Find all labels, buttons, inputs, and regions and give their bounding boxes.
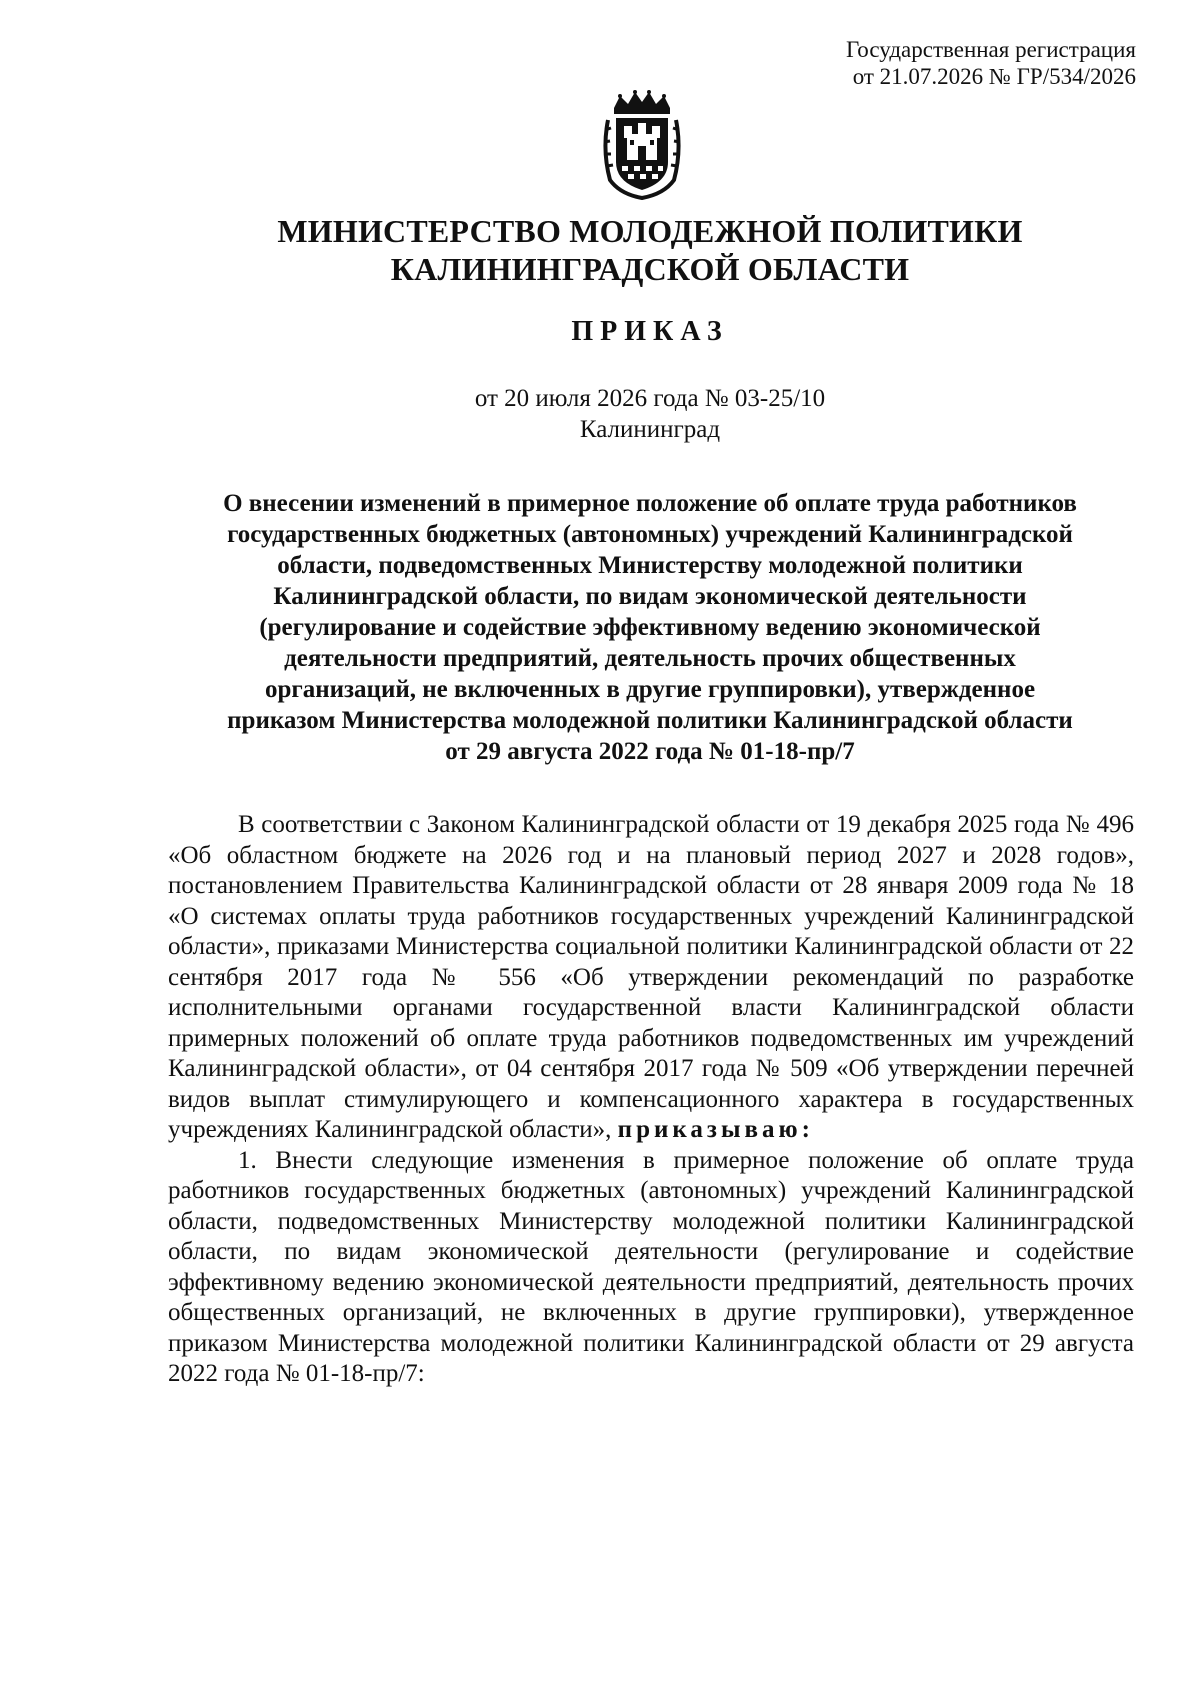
subject-line: от 29 августа 2022 года № 01-18-пр/7 (445, 738, 855, 765)
order-date-number: от 20 июля 2026 года № 03-25/10 (474, 385, 826, 412)
preamble-text: В соответствии с Законом Калининградской области от 19 декабря 2025 года № 496 «Об областном бюджете на 2026 год и на плановый период 2027 и 2028 годов», постановлением Правительства Калининградской области от 28 января 2009 года № 18 «О системах оплаты труда работников государственных учреждений Калининградской области», приказами Министерства социальной политики Калининградской области от 22 сентября 2017 года № 556 «Об утверждении рекомендаций по разработке исполнительными органами государственной власти Калининградской области примерных положений об оплате труда работников подведомственных им учреждений Калининградской области», от 04 сентября 2017 года № 509 «Об утверждении перечней видов выплат стимулирующего и компенсационного характера в государственных учреждениях Калининградской области», (168, 811, 1134, 1143)
order-city: Калининград (579, 416, 721, 443)
subject-line: организаций, не включенных в другие группировки), утвержденное (264, 676, 1036, 703)
subject-line: Калининградской области, по видам экономической деятельности (273, 583, 1027, 610)
subject-line: деятельности предприятий, деятельность прочих общественных (284, 645, 1016, 672)
document-type: ПРИКАЗ (571, 316, 729, 347)
subject-line: О внесении изменений в примерное положение об оплате труда работников (223, 490, 1077, 517)
item-1-paragraph: 1. Внести следующие изменения в примерное положение об оплате труда работников государственных бюджетных (автономных) учреждений Калининградской области, подведомственных Министерству молодежной политики Калининградской области, по видам экономической деятельности (регулирование и содействие эффективному ведению экономической деятельности предприятий, деятельность прочих общественных организаций, не включенных в другие группировки), утвержденное приказом Министерства молодежной политики Калининградской области от 29 августа 2022 года № 01-18-пр/7: (168, 1146, 1134, 1387)
subject-line: государственных бюджетных (автономных) учреждений Калининградской (227, 521, 1073, 548)
registration-stamp (716, 36, 1136, 90)
preamble-paragraph (168, 810, 1134, 1146)
subject-line: приказом Министерства молодежной политики Калининградской области (227, 707, 1073, 734)
ministry-name-line-1: МИНИСТЕРСТВО МОЛОДЕЖНОЙ ПОЛИТИКИ (277, 213, 1023, 249)
ministry-name-line-2: КАЛИНИНГРАДСКОЙ ОБЛАСТИ (390, 251, 910, 287)
kaliningrad-coat-of-arms-icon (600, 90, 684, 200)
order-body (168, 810, 1134, 1390)
subject-line: (регулирование и содействие эффективному ведению экономической (259, 614, 1041, 641)
decree-word: приказываю: (617, 1116, 814, 1143)
order-meta (0, 383, 1200, 445)
subject-line: области, подведомственных Министерству молодежной политики (277, 552, 1023, 579)
registration-line-1: Государственная регистрация (846, 37, 1136, 62)
order-subject (165, 488, 1135, 767)
registration-line-2: от 21.07.2026 № ГР/534/2026 (852, 64, 1136, 89)
ministry-name (0, 212, 1200, 288)
